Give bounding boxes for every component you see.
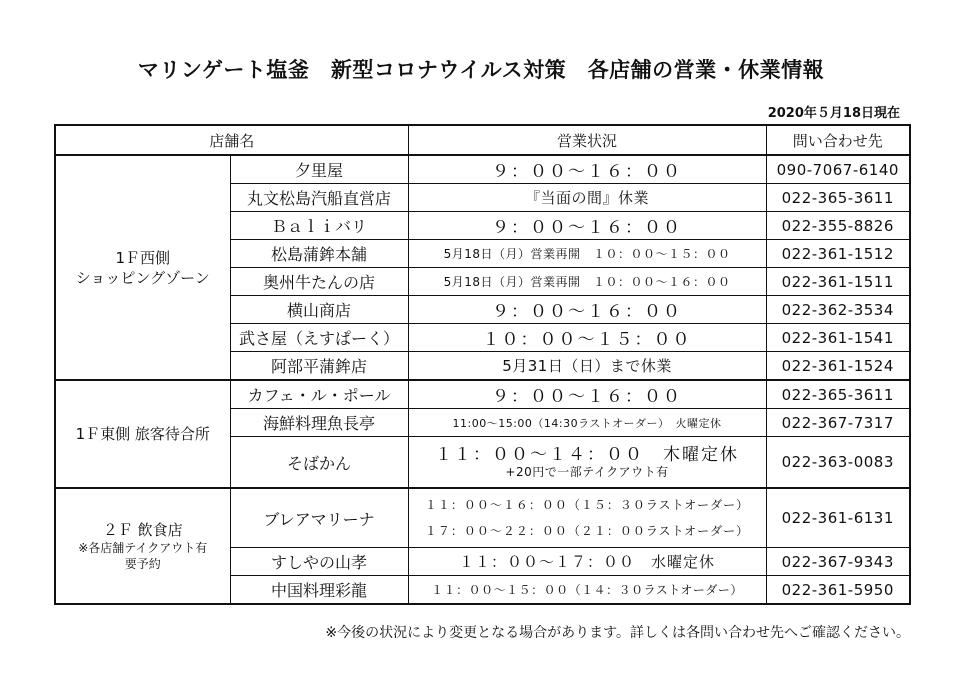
shop-name: 横山商店	[230, 296, 408, 324]
shop-status: １０：００～１５：００	[408, 324, 766, 352]
footnote: ※今後の状況により変更となる場合があります。詳しくは各問い合わせ先へご確認ください。	[325, 625, 910, 641]
shop-status: 5月31日（日）まで休業	[408, 352, 766, 381]
shop-name: 丸文松島汽船直営店	[230, 184, 408, 212]
zone-1f-west	[55, 155, 230, 380]
shop-status: 5月18日（月）営業再開 １０：００～１５：００	[408, 240, 766, 268]
zone-label: ショッピングゾーン	[75, 268, 210, 287]
shop-status: １１：００～１７：００ 水曜定休	[408, 548, 766, 576]
shop-status-line: １１：００～１６：００（１５：３０ラストオーダー）	[424, 498, 750, 512]
shop-status	[408, 437, 766, 489]
shop-name: 奥州牛たんの店	[230, 268, 408, 296]
shop-contact: 022-355-8826	[766, 212, 910, 240]
shop-name: 海鮮料理魚長亭	[230, 409, 408, 437]
zone-label: 1Ｆ西側	[115, 248, 171, 267]
shop-contact: 022-361-5950	[766, 576, 910, 605]
shop-status: ９：００～１６：００	[408, 296, 766, 324]
shop-status-note: +20円で一部テイクアウト有	[505, 464, 669, 479]
zone-label: ２Ｆ 飲食店	[102, 521, 183, 539]
shop-contact: 022-367-7317	[766, 409, 910, 437]
shop-contact: 022-361-6131	[766, 488, 910, 548]
shop-contact: 090-7067-6140	[766, 155, 910, 184]
shop-contact: 022-365-3611	[766, 380, 910, 409]
shop-contact: 022-361-1512	[766, 240, 910, 268]
shop-name: 中国料理彩龍	[230, 576, 408, 605]
shop-contact: 022-365-3611	[766, 184, 910, 212]
shop-name: カフェ・ル・ポール	[230, 380, 408, 409]
store-status-table	[54, 124, 911, 605]
shop-status: 『当面の間』休業	[408, 184, 766, 212]
shop-contact: 022-363-0083	[766, 437, 910, 489]
shop-name: そばかん	[230, 437, 408, 489]
as-of-date: 2020年５月18日現在	[767, 106, 900, 121]
shop-status-line: １７：００～２２：００（２１：００ラストオーダー）	[424, 524, 750, 538]
shop-status: ９：００～１６：００	[408, 155, 766, 184]
table-row	[55, 380, 910, 409]
shop-name: 夕里屋	[230, 155, 408, 184]
shop-contact: 022-361-1541	[766, 324, 910, 352]
zone-2f	[55, 488, 230, 604]
table-row	[55, 488, 910, 548]
shop-name: ブレアマリーナ	[230, 488, 408, 548]
shop-contact: 022-361-1511	[766, 268, 910, 296]
table-row	[55, 155, 910, 184]
header-contact: 問い合わせ先	[766, 125, 910, 155]
zone-note: ※各店舗テイクアウト有	[78, 541, 208, 555]
shop-name: すしやの山孝	[230, 548, 408, 576]
shop-status: 5月18日（月）営業再開 １０：００～１６：００	[408, 268, 766, 296]
shop-contact: 022-361-1524	[766, 352, 910, 381]
header-shop: 店舗名	[55, 125, 408, 155]
shop-status: １１：００～１５：００（１４：３０ラストオーダー）	[408, 576, 766, 605]
page-title: マリンゲート塩釜 新型コロナウイルス対策 各店舗の営業・休業情報	[137, 58, 825, 82]
shop-name: 阿部平蒲鉾店	[230, 352, 408, 381]
zone-1f-east: 1Ｆ東側 旅客待合所	[55, 380, 230, 488]
shop-name: 松島蒲鉾本舗	[230, 240, 408, 268]
zone-note: 要予約	[124, 557, 161, 571]
shop-status: 11:00～15:00（14:30ラストオーダー） 火曜定休	[408, 409, 766, 437]
shop-status: ９：００～１６：００	[408, 380, 766, 409]
shop-name: 武さ屋（えすぱーく）	[230, 324, 408, 352]
shop-status	[408, 488, 766, 548]
shop-status: ９：００～１６：００	[408, 212, 766, 240]
shop-contact: 022-362-3534	[766, 296, 910, 324]
header-status: 営業状況	[408, 125, 766, 155]
table-header-row	[55, 125, 910, 155]
shop-contact: 022-367-9343	[766, 548, 910, 576]
shop-status-line: １１：００～１４：００ 木曜定休	[435, 444, 740, 465]
shop-name: Ｂａｌｉバリ	[230, 212, 408, 240]
